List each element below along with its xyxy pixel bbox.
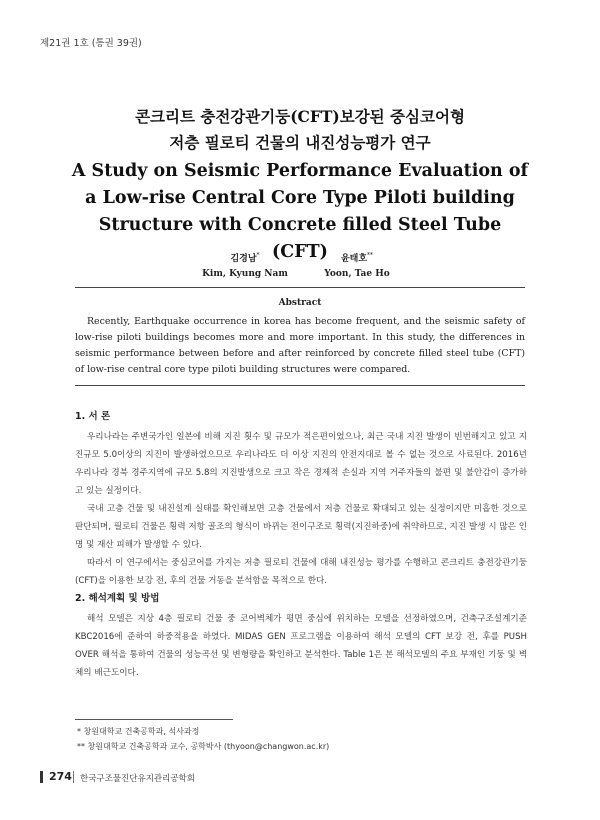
abstract-heading: Abstract [278,298,322,308]
section-2-heading: 2. 해석계획 및 방법 [75,593,160,604]
abstract-body [75,314,525,378]
abstract-top-rule [75,287,525,288]
author-1-name-ko: 김경남 [230,254,257,265]
paragraph: 따라서 이 연구에서는 중심코어를 가지는 저층 필로티 건물에 대해 내진성능 평가를 수행하고 콘크리트 충전강관기둥(CFT)을 이용한 보강 전, 후의 건물 거동을 분석함을 목적으로 한다. [75,558,527,586]
korean-title-line2: 저층 필로티 건물의 내진성능평가 연구 [169,133,431,152]
korean-title [0,104,600,156]
footnote-2: ** 창원대학교 건축공학과 교수, 공학박사 (thyoon@changwon.ac.kr) [77,742,330,751]
page-number: 274 [49,770,72,783]
author-2-name-en: Yoon, Tae Ho [324,269,390,280]
footnote-1: * 창원대학교 건축공학과, 석사과정 [77,727,200,736]
running-header: 제21권 1호 (통권 39권) [40,38,142,49]
section-1-heading: 1. 서 론 [75,411,111,422]
section-1-body [75,428,527,590]
korean-title-line1: 콘크리트 충전강관기둥(CFT)보강된 중심코어형 [135,107,465,126]
paragraph: 국내 고층 건물 및 내진설계 실태를 확인해보면 고층 건물에서 저층 건물로 확대되고 있는 실정이지만 미흡한 것으로 판단되며, 필로티 건물은 횡력 저항 골조의 형식이 바뀌는 전이구조로 횡력(지진하중)에 취약하므로, 지진 발생 시 많은 인명 및 재산 피해가 발생할 수 있다. [75,504,527,550]
footnote-rule [75,719,233,720]
author-2-mark: ** [367,252,374,259]
section-2-body [75,610,527,682]
author-2 [297,248,417,282]
english-title: A Study on Seismic Performance Evaluation of a Low-rise Central Core Type Piloti building Structure with Concrete filled Steel Tube (CFT) [71,161,529,262]
author-2-name-ko: 윤태호 [340,254,368,265]
footer-separator [73,771,74,783]
author-1-mark: * [256,252,260,259]
abstract-bottom-rule [75,385,525,386]
abstract-text: Recently, Earthquake occurrence in korea has become frequent, and the seismic safety of low-rise piloti buildings becomes more and more important. In this study, the differences in seismic performance between before and after reinforced by concrete filled steel tube (CFT) of low-rise central core type piloti building structures were compared. [75,316,525,375]
journal-name: 한국구조물진단유지관리공학회 [80,774,195,784]
paragraph: 해석 모델은 지상 4층 필로티 건물 중 코어벽체가 평면 중심에 위치하는 모델을 선정하였으며, 건축구조설계기준 KBC2016에 준하여 하중적용을 하였다. MIDAS GEN 프로그램을 이용하여 해석 모델의 CFT 보강 전, 후를 PUSH OVER 해석을 통하여 건물의 성능곡선 및 변형량을 확인하고 분석한다. Table 1은 본 해석모델의 주요 부재인 기둥 및 벽체의 배근도이다. [75,614,527,678]
author-1-name-en: Kim, Kyung Nam [202,269,288,280]
author-1 [185,248,305,282]
paragraph: 우리나라는 주변국가인 일본에 비해 지진 횟수 및 규모가 적은편이었으나, 최근 국내 지진 발생이 빈번해지고 있고 지진규모 5.0이상의 지진이 발생하였으므로 우리나라도 더 이상 지진의 안전지대로 볼 수 없는 것으로 사료된다. 2016년 우리나라 경북 경주지역에 규모 5.8의 지진발생으로 크고 작은 경제적 손실과 지역 거주자들의 불편 및 불안감이 증가하고 있는 실정이다. [75,432,527,496]
footer-bar [40,771,43,783]
